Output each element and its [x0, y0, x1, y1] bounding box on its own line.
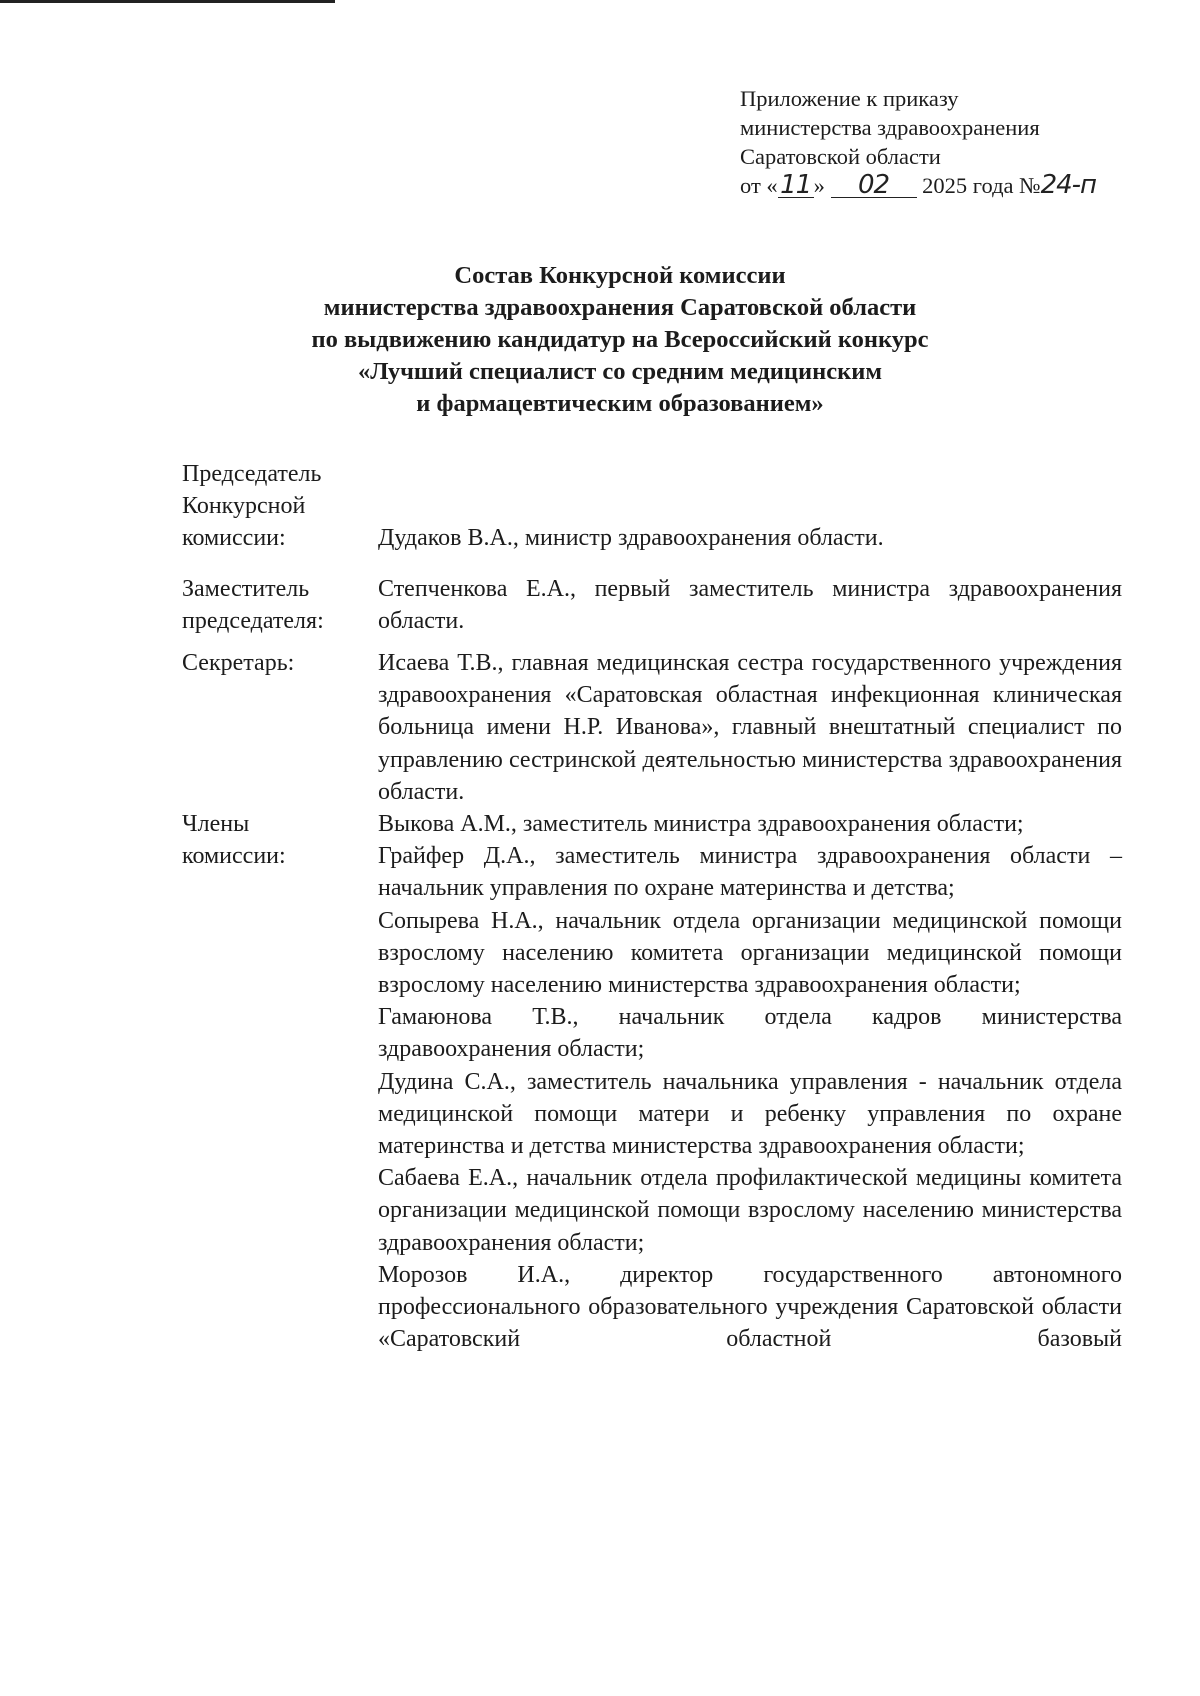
secretary-row	[182, 647, 1122, 808]
handwritten-day: 11	[778, 173, 814, 198]
handwritten-month: 02	[831, 173, 917, 198]
chair-content	[378, 458, 1122, 555]
member-item: Грайфер Д.А., заместитель министра здравоохранения области – начальник управления по охране материнства и детства;	[378, 843, 1122, 902]
secretary-role	[182, 647, 378, 808]
row-gap	[182, 637, 1122, 647]
deputy-row	[182, 573, 1122, 637]
header-line-3: Саратовской области	[740, 144, 941, 169]
commission-composition-table	[182, 458, 1122, 1355]
deputy-content	[378, 573, 1122, 637]
members-role-line-1: Члены	[182, 811, 250, 838]
date-prefix: от «	[740, 173, 778, 198]
members-content	[378, 808, 1122, 1355]
member-item: Гамаюнова Т.В., начальник отдела кадров министерства здравоохранения области;	[378, 1004, 1122, 1063]
chair-role	[182, 458, 378, 555]
chair-role-line-3: комиссии:	[182, 525, 286, 552]
row-gap	[182, 555, 1122, 573]
title-line-5: и фармацевтическим образованием»	[416, 390, 824, 417]
date-mid: »	[813, 173, 825, 198]
title-line-2: министерства здравоохранения Саратовской области	[323, 294, 917, 321]
date-suffix: 2025 года №	[922, 173, 1041, 198]
chair-row	[182, 458, 1122, 555]
member-item: Сопырева Н.А., начальник отдела организации медицинской помощи взрослому населению комитета организации медицинской помощи взрослому населению министерства здравоохранения области;	[378, 907, 1122, 999]
secretary-text: Исаева Т.В., главная медицинская сестра государственного учреждения здравоохранения «Саратовская областная инфекционная клиническая больница имени Н.Р. Иванова», главный внештатный специалист по управлению сестринской деятельностью министерства здравоохранения области.	[378, 650, 1122, 805]
deputy-role-line-1: Заместитель	[182, 575, 310, 602]
handwritten-number: 24-п	[1040, 170, 1097, 200]
title-line-3: по выдвижению кандидатур на Всероссийский конкурс	[311, 326, 929, 353]
members-row	[182, 808, 1122, 1355]
order-attachment-header	[740, 84, 1140, 200]
chair-text: Дудаков В.А., министр здравоохранения области.	[378, 525, 884, 552]
member-item: Сабаева Е.А., начальник отдела профилактической медицины комитета организации медицинской помощи взрослому населению министерства здравоохранения области;	[378, 1165, 1122, 1256]
secretary-content	[378, 647, 1122, 808]
secretary-role-line-1: Секретарь:	[182, 650, 295, 677]
document-title	[170, 260, 1070, 420]
deputy-role	[182, 573, 378, 637]
header-line-1: Приложение к приказу	[740, 86, 959, 111]
chair-role-line-1: Председатель	[182, 461, 322, 487]
header-line-2: министерства здравоохранения	[740, 115, 1040, 140]
title-line-4: «Лучший специалист со средним медицинским	[357, 358, 883, 385]
members-role-line-2: комиссии:	[182, 843, 286, 870]
members-role	[182, 808, 378, 1355]
deputy-role-line-2: председателя:	[182, 607, 324, 634]
chair-role-line-2: Конкурсной	[182, 493, 306, 520]
deputy-text: Степченкова Е.А., первый заместитель министра здравоохранения области.	[378, 575, 1122, 634]
member-item: Дудина С.А., заместитель начальника управления - начальник отдела медицинской помощи матери и ребенку управления по охране материнства и детства министерства здравоохранения области;	[378, 1068, 1122, 1160]
member-item: Выкова А.М., заместитель министра здравоохранения области;	[378, 811, 1024, 838]
header-date-line	[740, 171, 1140, 200]
member-item: Морозов И.А., директор государственного автономного профессионального образовательного учреждения Саратовской области «Саратовский областной базовый	[378, 1261, 1122, 1353]
title-line-1: Состав Конкурсной комиссии	[454, 262, 786, 289]
scan-edge-line	[0, 0, 335, 3]
